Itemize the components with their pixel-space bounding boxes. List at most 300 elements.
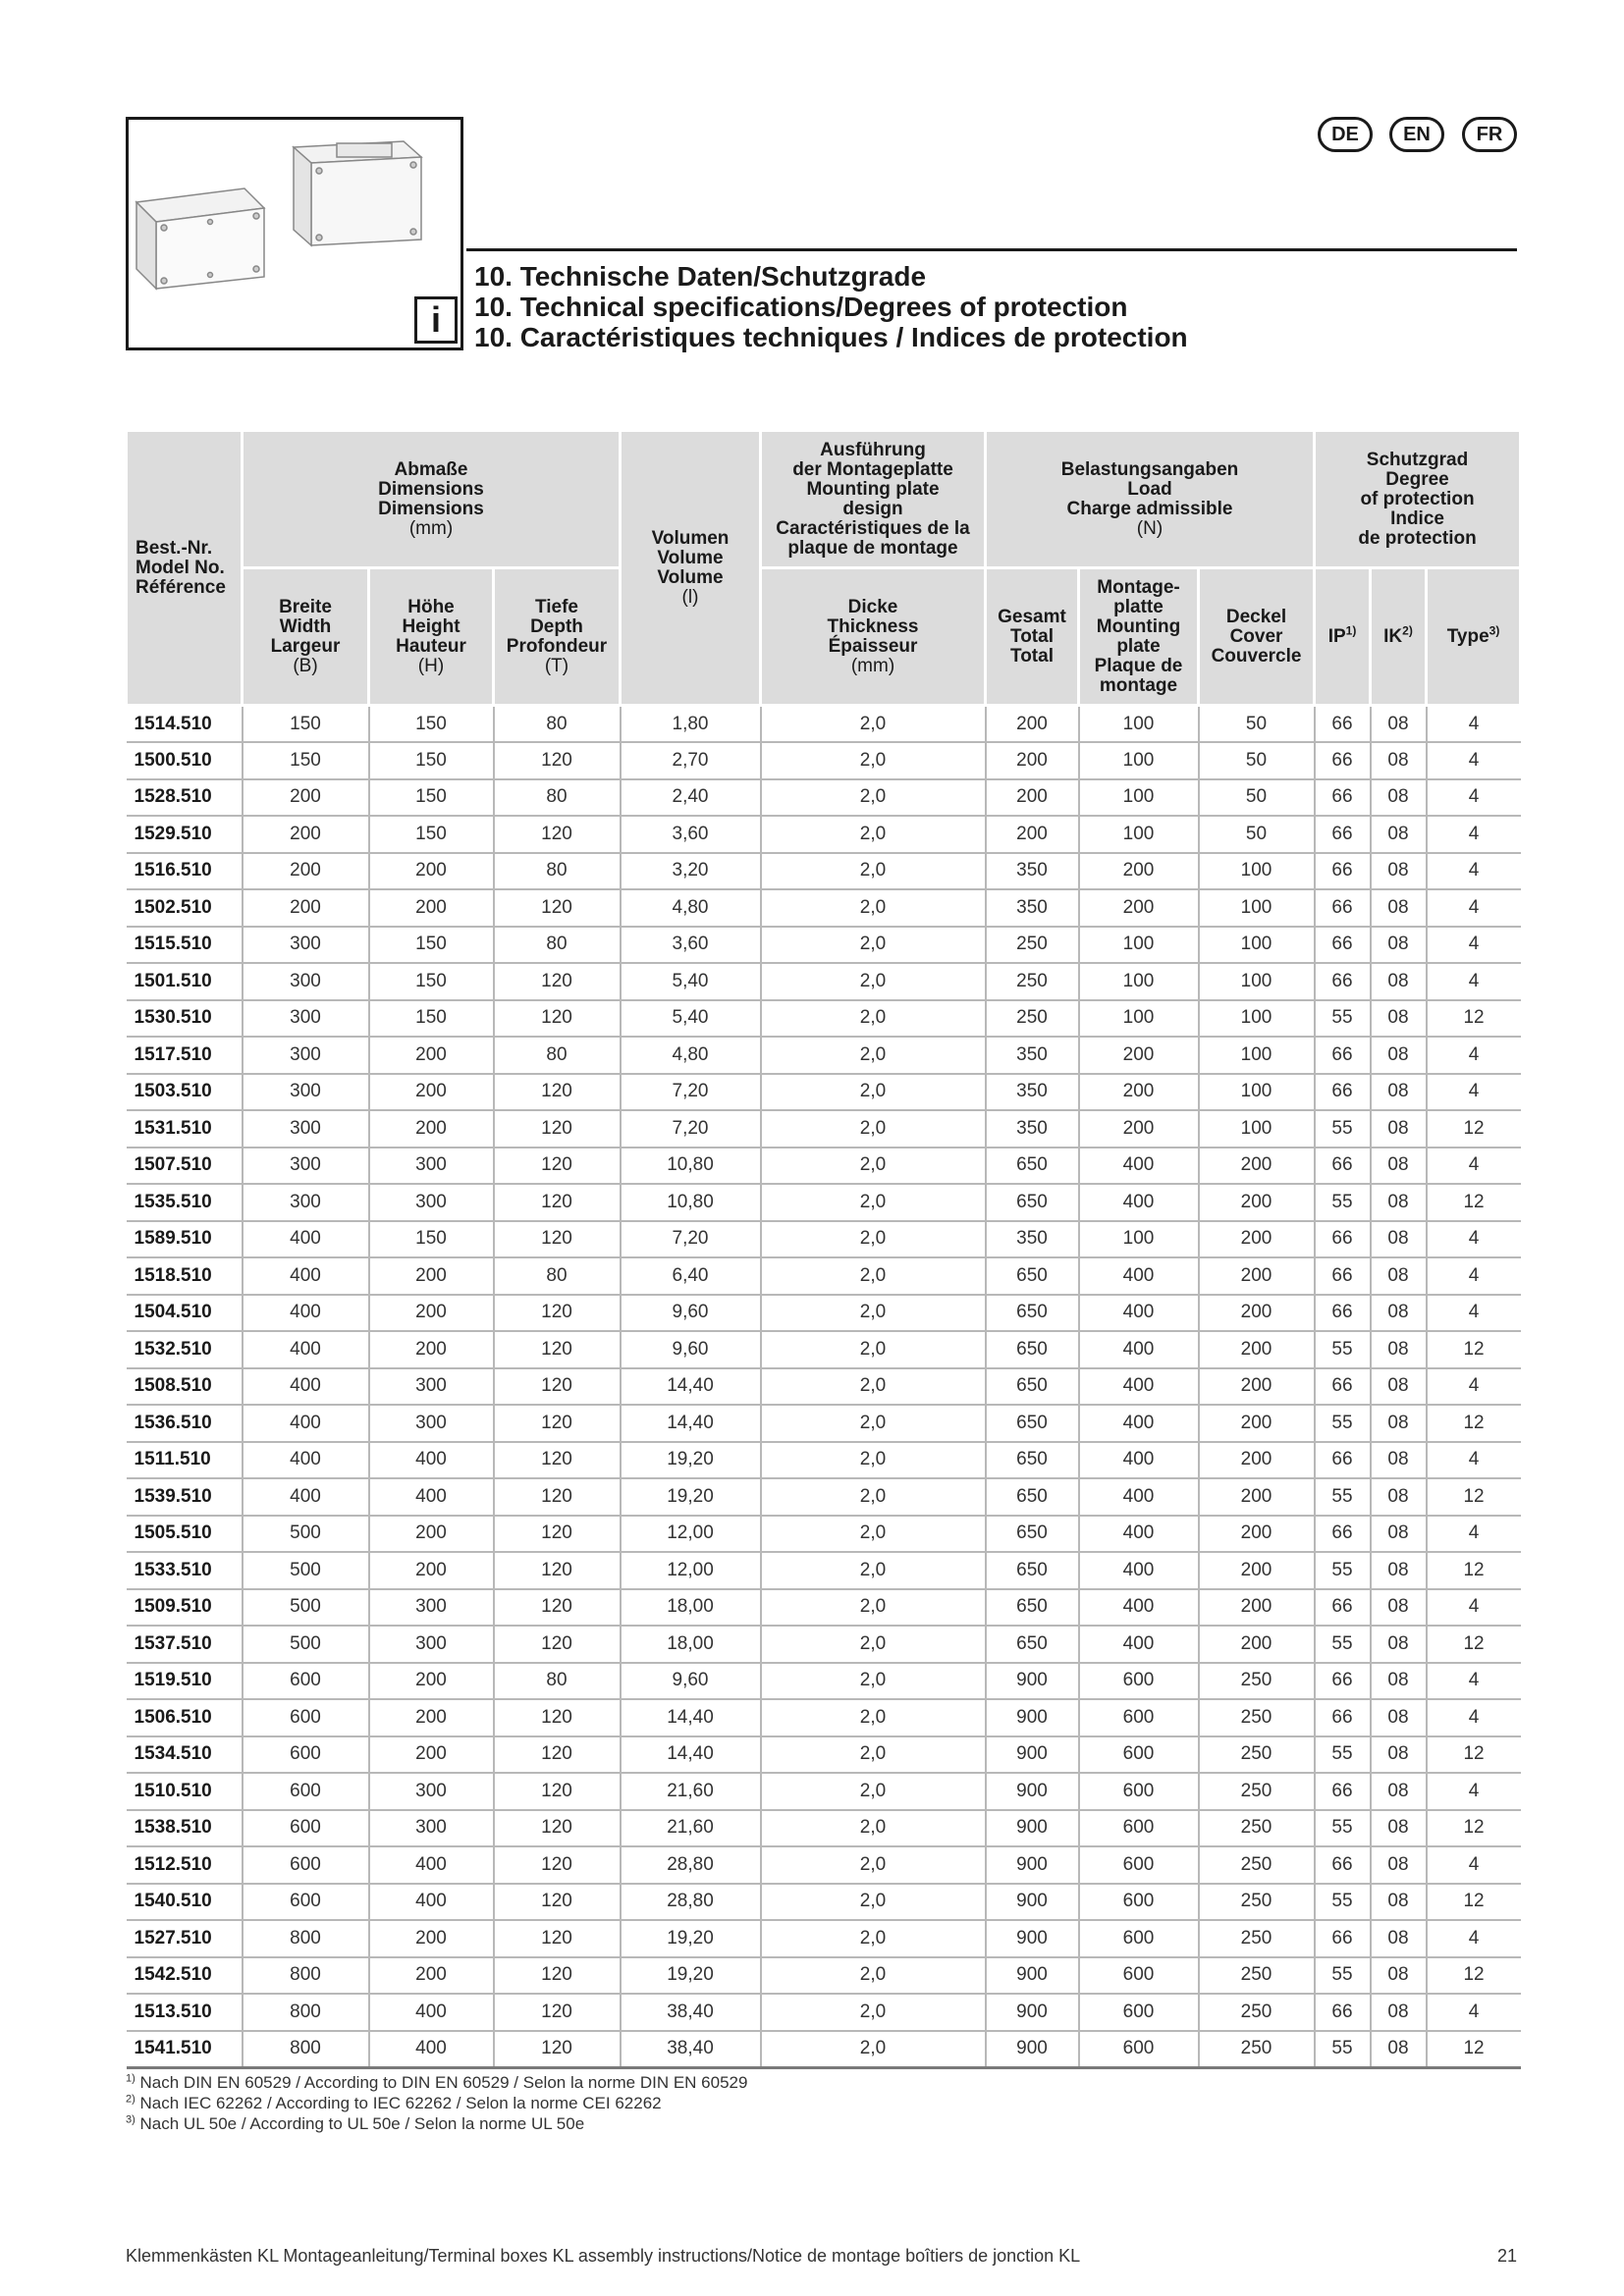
cell-height: 300 — [369, 1626, 494, 1663]
table-row — [127, 1552, 1521, 1589]
table-row — [127, 1368, 1521, 1406]
cell-volume: 19,20 — [621, 1442, 761, 1479]
lang-badge-de: DE — [1318, 117, 1373, 152]
cell-width: 300 — [243, 1148, 369, 1185]
cell-width: 400 — [243, 1368, 369, 1406]
table-row — [127, 1920, 1521, 1957]
cell-ik: 08 — [1371, 1478, 1427, 1516]
cell-ik: 08 — [1371, 1663, 1427, 1700]
cell-volume: 19,20 — [621, 1920, 761, 1957]
cell-depth: 120 — [494, 1810, 621, 1847]
cell-load-total: 650 — [986, 1295, 1079, 1332]
cell-load-total: 350 — [986, 853, 1079, 890]
cell-ip: 66 — [1315, 816, 1371, 853]
cell-load-plate: 100 — [1079, 779, 1199, 817]
cell-load-plate: 400 — [1079, 1626, 1199, 1663]
footnote-2: $^{2)}$ Nach IEC 62262 / According to IEC 62262 / Selon la norme CEI 62262 — [126, 2093, 662, 2112]
cell-type: 4 — [1427, 1221, 1521, 1258]
cell-load-total: 900 — [986, 1663, 1079, 1700]
table-row — [127, 1957, 1521, 1995]
cell-load-cover: 100 — [1199, 1110, 1315, 1148]
cell-width: 200 — [243, 853, 369, 890]
cell-height: 150 — [369, 742, 494, 779]
cell-thickness: 2,0 — [761, 1920, 986, 1957]
cell-load-cover: 200 — [1199, 1257, 1315, 1295]
cell-height: 150 — [369, 1000, 494, 1038]
cell-load-total: 200 — [986, 706, 1079, 743]
cell-depth: 120 — [494, 742, 621, 779]
cell-height: 200 — [369, 1663, 494, 1700]
cell-load-cover: 200 — [1199, 1331, 1315, 1368]
cell-volume: 9,60 — [621, 1331, 761, 1368]
cell-ip: 55 — [1315, 1000, 1371, 1038]
cell-depth: 120 — [494, 1442, 621, 1479]
cell-type: 12 — [1427, 1000, 1521, 1038]
table-row — [127, 1257, 1521, 1295]
table-row — [127, 853, 1521, 890]
cell-load-total: 350 — [986, 1110, 1079, 1148]
table-row — [127, 1478, 1521, 1516]
cell-load-plate: 600 — [1079, 1699, 1199, 1736]
footnote-3: $^{3)}$ Nach UL 50e / According to UL 50e / Selon la norme UL 50e — [126, 2113, 585, 2133]
cell-volume: 4,80 — [621, 1037, 761, 1074]
cell-type: 4 — [1427, 1516, 1521, 1553]
header-dimensions: Abmaße Dimensions Dimensions (mm) — [243, 431, 621, 568]
cell-load-total: 650 — [986, 1405, 1079, 1442]
cell-ip: 55 — [1315, 1331, 1371, 1368]
cell-ip: 66 — [1315, 963, 1371, 1000]
cell-depth: 120 — [494, 1295, 621, 1332]
cell-width: 600 — [243, 1884, 369, 1921]
cell-ik: 08 — [1371, 1000, 1427, 1038]
cell-volume: 7,20 — [621, 1110, 761, 1148]
cell-model-no: 1515.510 — [127, 927, 243, 964]
cell-ip: 66 — [1315, 927, 1371, 964]
cell-volume: 5,40 — [621, 963, 761, 1000]
cell-load-cover: 50 — [1199, 779, 1315, 817]
cell-ik: 08 — [1371, 853, 1427, 890]
cell-ik: 08 — [1371, 1148, 1427, 1185]
cell-ik: 08 — [1371, 1589, 1427, 1627]
cell-depth: 120 — [494, 1773, 621, 1810]
cell-ik: 08 — [1371, 1957, 1427, 1995]
cell-load-total: 200 — [986, 816, 1079, 853]
cell-ik: 08 — [1371, 963, 1427, 1000]
table-row — [127, 1442, 1521, 1479]
cell-load-plate: 600 — [1079, 1810, 1199, 1847]
cell-type: 4 — [1427, 889, 1521, 927]
section-titles — [474, 261, 1188, 352]
table-row — [127, 1810, 1521, 1847]
cell-depth: 120 — [494, 1626, 621, 1663]
cell-ip: 55 — [1315, 1810, 1371, 1847]
cell-load-plate: 200 — [1079, 889, 1199, 927]
cell-width: 300 — [243, 1037, 369, 1074]
cell-ip: 66 — [1315, 1074, 1371, 1111]
cell-load-plate: 200 — [1079, 853, 1199, 890]
table-row — [127, 1699, 1521, 1736]
cell-type: 4 — [1427, 816, 1521, 853]
cell-model-no: 1541.510 — [127, 2031, 243, 2068]
cell-depth: 80 — [494, 1663, 621, 1700]
cell-width: 150 — [243, 706, 369, 743]
cell-height: 400 — [369, 2031, 494, 2068]
cell-load-plate: 100 — [1079, 742, 1199, 779]
cell-type: 4 — [1427, 1846, 1521, 1884]
cell-load-total: 250 — [986, 927, 1079, 964]
cell-thickness: 2,0 — [761, 779, 986, 817]
cell-ik: 08 — [1371, 1626, 1427, 1663]
cell-width: 200 — [243, 779, 369, 817]
cell-load-total: 650 — [986, 1516, 1079, 1553]
cell-load-cover: 100 — [1199, 889, 1315, 927]
cell-ik: 08 — [1371, 1884, 1427, 1921]
cell-volume: 38,40 — [621, 2031, 761, 2068]
cell-type: 12 — [1427, 1736, 1521, 1774]
cell-ik: 08 — [1371, 816, 1427, 853]
cell-thickness: 2,0 — [761, 706, 986, 743]
cell-type: 4 — [1427, 1148, 1521, 1185]
cell-width: 150 — [243, 742, 369, 779]
cell-depth: 120 — [494, 1110, 621, 1148]
cell-thickness: 2,0 — [761, 1846, 986, 1884]
cell-load-cover: 200 — [1199, 1589, 1315, 1627]
cell-height: 400 — [369, 1994, 494, 2031]
cell-ik: 08 — [1371, 1405, 1427, 1442]
cell-load-cover: 200 — [1199, 1478, 1315, 1516]
cell-model-no: 1517.510 — [127, 1037, 243, 1074]
cell-load-total: 650 — [986, 1589, 1079, 1627]
cell-load-plate: 400 — [1079, 1516, 1199, 1553]
cell-model-no: 1504.510 — [127, 1295, 243, 1332]
cell-height: 150 — [369, 779, 494, 817]
cell-ip: 55 — [1315, 2031, 1371, 2068]
cell-depth: 80 — [494, 1037, 621, 1074]
cell-type: 4 — [1427, 779, 1521, 817]
cell-type: 4 — [1427, 742, 1521, 779]
cell-width: 800 — [243, 1994, 369, 2031]
cell-volume: 5,40 — [621, 1000, 761, 1038]
cell-load-cover: 200 — [1199, 1184, 1315, 1221]
cell-height: 400 — [369, 1442, 494, 1479]
cell-thickness: 2,0 — [761, 1000, 986, 1038]
cell-depth: 120 — [494, 1957, 621, 1995]
cell-volume: 21,60 — [621, 1810, 761, 1847]
cell-ip: 66 — [1315, 1589, 1371, 1627]
cell-height: 150 — [369, 963, 494, 1000]
cell-ik: 08 — [1371, 1516, 1427, 1553]
cell-ip: 55 — [1315, 1884, 1371, 1921]
cell-thickness: 2,0 — [761, 1957, 986, 1995]
cell-ip: 55 — [1315, 1552, 1371, 1589]
cell-load-plate: 600 — [1079, 1920, 1199, 1957]
cell-width: 800 — [243, 1920, 369, 1957]
cell-width: 400 — [243, 1295, 369, 1332]
cell-width: 400 — [243, 1478, 369, 1516]
cell-load-total: 650 — [986, 1184, 1079, 1221]
cell-ip: 66 — [1315, 1994, 1371, 2031]
cell-ip: 66 — [1315, 1295, 1371, 1332]
cell-volume: 38,40 — [621, 1994, 761, 2031]
table-row — [127, 1221, 1521, 1258]
cell-depth: 120 — [494, 1000, 621, 1038]
cell-load-cover: 250 — [1199, 1699, 1315, 1736]
table-row — [127, 1110, 1521, 1148]
cell-load-cover: 200 — [1199, 1368, 1315, 1406]
cell-thickness: 2,0 — [761, 1074, 986, 1111]
cell-ik: 08 — [1371, 1110, 1427, 1148]
cell-thickness: 2,0 — [761, 1773, 986, 1810]
cell-ip: 66 — [1315, 1663, 1371, 1700]
cell-ik: 08 — [1371, 1442, 1427, 1479]
cell-volume: 3,20 — [621, 853, 761, 890]
cell-height: 300 — [369, 1184, 494, 1221]
cell-volume: 14,40 — [621, 1736, 761, 1774]
cell-load-total: 350 — [986, 889, 1079, 927]
header-ik: IK$^{2)}$ — [1371, 568, 1427, 706]
cell-depth: 120 — [494, 1516, 621, 1553]
cell-type: 12 — [1427, 1884, 1521, 1921]
cell-type: 4 — [1427, 963, 1521, 1000]
cell-width: 600 — [243, 1846, 369, 1884]
cell-thickness: 2,0 — [761, 1037, 986, 1074]
cell-load-cover: 200 — [1199, 1405, 1315, 1442]
cell-height: 150 — [369, 706, 494, 743]
cell-width: 500 — [243, 1626, 369, 1663]
cell-load-plate: 100 — [1079, 816, 1199, 853]
cell-type: 4 — [1427, 1773, 1521, 1810]
cell-height: 400 — [369, 1846, 494, 1884]
cell-thickness: 2,0 — [761, 1736, 986, 1774]
cell-height: 300 — [369, 1148, 494, 1185]
cell-ip: 66 — [1315, 1148, 1371, 1185]
cell-ik: 08 — [1371, 1552, 1427, 1589]
header-width: Breite Width Largeur (B) — [243, 568, 369, 706]
table-row — [127, 1994, 1521, 2031]
header-height: Höhe Height Hauteur (H) — [369, 568, 494, 706]
cell-load-cover: 250 — [1199, 1957, 1315, 1995]
cell-load-plate: 200 — [1079, 1110, 1199, 1148]
cell-volume: 19,20 — [621, 1478, 761, 1516]
cell-type: 4 — [1427, 1257, 1521, 1295]
table-row — [127, 1148, 1521, 1185]
cell-thickness: 2,0 — [761, 1257, 986, 1295]
cell-model-no: 1539.510 — [127, 1478, 243, 1516]
cell-depth: 120 — [494, 1478, 621, 1516]
cell-height: 150 — [369, 816, 494, 853]
cell-load-plate: 400 — [1079, 1478, 1199, 1516]
cell-type: 4 — [1427, 1037, 1521, 1074]
cell-height: 400 — [369, 1478, 494, 1516]
cell-model-no: 1506.510 — [127, 1699, 243, 1736]
cell-load-total: 250 — [986, 1000, 1079, 1038]
cell-load-plate: 200 — [1079, 1037, 1199, 1074]
cell-type: 12 — [1427, 1184, 1521, 1221]
cell-load-cover: 250 — [1199, 1846, 1315, 1884]
cell-height: 200 — [369, 1110, 494, 1148]
cell-width: 400 — [243, 1221, 369, 1258]
cell-model-no: 1533.510 — [127, 1552, 243, 1589]
cell-model-no: 1507.510 — [127, 1148, 243, 1185]
cell-load-cover: 100 — [1199, 927, 1315, 964]
cell-load-plate: 400 — [1079, 1589, 1199, 1627]
header-load: Belastungsangaben Load Charge admissible (N) — [986, 431, 1315, 568]
cell-type: 4 — [1427, 1699, 1521, 1736]
cell-ik: 08 — [1371, 1221, 1427, 1258]
cell-load-total: 650 — [986, 1257, 1079, 1295]
cell-load-total: 900 — [986, 1810, 1079, 1847]
cell-ip: 55 — [1315, 1110, 1371, 1148]
cell-model-no: 1530.510 — [127, 1000, 243, 1038]
cell-type: 4 — [1427, 1368, 1521, 1406]
cell-thickness: 2,0 — [761, 1148, 986, 1185]
cell-load-plate: 600 — [1079, 1736, 1199, 1774]
cell-model-no: 1511.510 — [127, 1442, 243, 1479]
cell-ik: 08 — [1371, 779, 1427, 817]
table-row — [127, 1846, 1521, 1884]
cell-load-plate: 400 — [1079, 1405, 1199, 1442]
table-row — [127, 1037, 1521, 1074]
cell-width: 800 — [243, 1957, 369, 1995]
cell-load-plate: 600 — [1079, 1957, 1199, 1995]
cell-thickness: 2,0 — [761, 927, 986, 964]
cell-width: 300 — [243, 1110, 369, 1148]
cell-depth: 120 — [494, 963, 621, 1000]
cell-thickness: 2,0 — [761, 1663, 986, 1700]
table-row — [127, 1626, 1521, 1663]
cell-thickness: 2,0 — [761, 1884, 986, 1921]
cell-ik: 08 — [1371, 1368, 1427, 1406]
cell-model-no: 1536.510 — [127, 1405, 243, 1442]
cell-load-plate: 400 — [1079, 1368, 1199, 1406]
cell-load-cover: 100 — [1199, 1037, 1315, 1074]
cell-thickness: 2,0 — [761, 889, 986, 927]
cell-load-cover: 50 — [1199, 816, 1315, 853]
cell-volume: 10,80 — [621, 1148, 761, 1185]
cell-thickness: 2,0 — [761, 853, 986, 890]
page-footer: Klemmenkästen KL Montageanleitung/Terminal boxes KL assembly instructions/Notice de montage boîtiers de jonction KL — [126, 2246, 1081, 2266]
table-row — [127, 1405, 1521, 1442]
specifications-table — [125, 429, 1522, 2069]
cell-load-cover: 250 — [1199, 1773, 1315, 1810]
cell-volume: 18,00 — [621, 1626, 761, 1663]
header-total-load: Gesamt Total Total — [986, 568, 1079, 706]
cell-width: 600 — [243, 1736, 369, 1774]
cell-width: 500 — [243, 1552, 369, 1589]
table-row — [127, 1516, 1521, 1553]
cell-load-cover: 200 — [1199, 1516, 1315, 1553]
cell-model-no: 1537.510 — [127, 1626, 243, 1663]
cell-ik: 08 — [1371, 706, 1427, 743]
cell-load-plate: 400 — [1079, 1442, 1199, 1479]
cell-depth: 80 — [494, 779, 621, 817]
cell-thickness: 2,0 — [761, 1552, 986, 1589]
cell-model-no: 1518.510 — [127, 1257, 243, 1295]
cell-load-total: 200 — [986, 779, 1079, 817]
cell-load-plate: 600 — [1079, 1663, 1199, 1700]
cell-depth: 120 — [494, 1736, 621, 1774]
cell-ik: 08 — [1371, 1699, 1427, 1736]
cell-ik: 08 — [1371, 1773, 1427, 1810]
cell-load-total: 200 — [986, 742, 1079, 779]
cell-width: 200 — [243, 816, 369, 853]
cell-depth: 120 — [494, 1184, 621, 1221]
header-rule — [466, 248, 1517, 251]
table-row — [127, 1773, 1521, 1810]
cell-height: 200 — [369, 889, 494, 927]
cell-model-no: 1542.510 — [127, 1957, 243, 1995]
cell-ip: 66 — [1315, 1221, 1371, 1258]
cell-thickness: 2,0 — [761, 963, 986, 1000]
cell-load-total: 350 — [986, 1221, 1079, 1258]
cell-load-plate: 400 — [1079, 1184, 1199, 1221]
cell-depth: 120 — [494, 889, 621, 927]
cell-load-cover: 250 — [1199, 1736, 1315, 1774]
cell-volume: 3,60 — [621, 927, 761, 964]
cell-type: 12 — [1427, 1331, 1521, 1368]
cell-depth: 120 — [494, 1074, 621, 1111]
cell-load-cover: 200 — [1199, 1221, 1315, 1258]
header-ip: IP$^{1)}$ — [1315, 568, 1371, 706]
cell-type: 4 — [1427, 1663, 1521, 1700]
cell-thickness: 2,0 — [761, 1699, 986, 1736]
table-row — [127, 1663, 1521, 1700]
cell-ik: 08 — [1371, 1331, 1427, 1368]
header-plate-design: Ausführung der Montageplatte Mounting plate design Caractéristiques de la plaque de montage — [761, 431, 986, 568]
cell-volume: 4,80 — [621, 889, 761, 927]
cell-model-no: 1589.510 — [127, 1221, 243, 1258]
cell-height: 200 — [369, 1295, 494, 1332]
table-row — [127, 889, 1521, 927]
cell-model-no: 1510.510 — [127, 1773, 243, 1810]
cell-load-total: 650 — [986, 1331, 1079, 1368]
cell-type: 4 — [1427, 1589, 1521, 1627]
cell-depth: 120 — [494, 1148, 621, 1185]
cell-ip: 66 — [1315, 779, 1371, 817]
cell-load-total: 900 — [986, 1773, 1079, 1810]
table-row — [127, 1589, 1521, 1627]
cell-depth: 120 — [494, 1920, 621, 1957]
cell-volume: 1,80 — [621, 706, 761, 743]
cell-volume: 12,00 — [621, 1552, 761, 1589]
header-model-no: Best.-Nr. Model No. Référence — [127, 431, 243, 706]
cell-load-cover: 200 — [1199, 1552, 1315, 1589]
cell-depth: 80 — [494, 853, 621, 890]
cell-thickness: 2,0 — [761, 1184, 986, 1221]
cell-load-cover: 200 — [1199, 1442, 1315, 1479]
cell-load-total: 900 — [986, 1884, 1079, 1921]
title-fr: 10. Caractéristiques techniques / Indices de protection — [474, 322, 1188, 352]
cell-model-no: 1500.510 — [127, 742, 243, 779]
cell-ip: 66 — [1315, 1368, 1371, 1406]
cell-depth: 80 — [494, 927, 621, 964]
cell-model-no: 1535.510 — [127, 1184, 243, 1221]
cell-model-no: 1512.510 — [127, 1846, 243, 1884]
cell-type: 4 — [1427, 1074, 1521, 1111]
product-image-box — [126, 117, 463, 350]
cell-load-total: 900 — [986, 2031, 1079, 2068]
cell-model-no: 1538.510 — [127, 1810, 243, 1847]
header-cover-load: Deckel Cover Couvercle — [1199, 568, 1315, 706]
cell-volume: 14,40 — [621, 1699, 761, 1736]
cell-ik: 08 — [1371, 1736, 1427, 1774]
table-row — [127, 927, 1521, 964]
table-row — [127, 1736, 1521, 1774]
cell-ik: 08 — [1371, 742, 1427, 779]
cell-volume: 2,40 — [621, 779, 761, 817]
cell-volume: 12,00 — [621, 1516, 761, 1553]
cell-model-no: 1528.510 — [127, 779, 243, 817]
